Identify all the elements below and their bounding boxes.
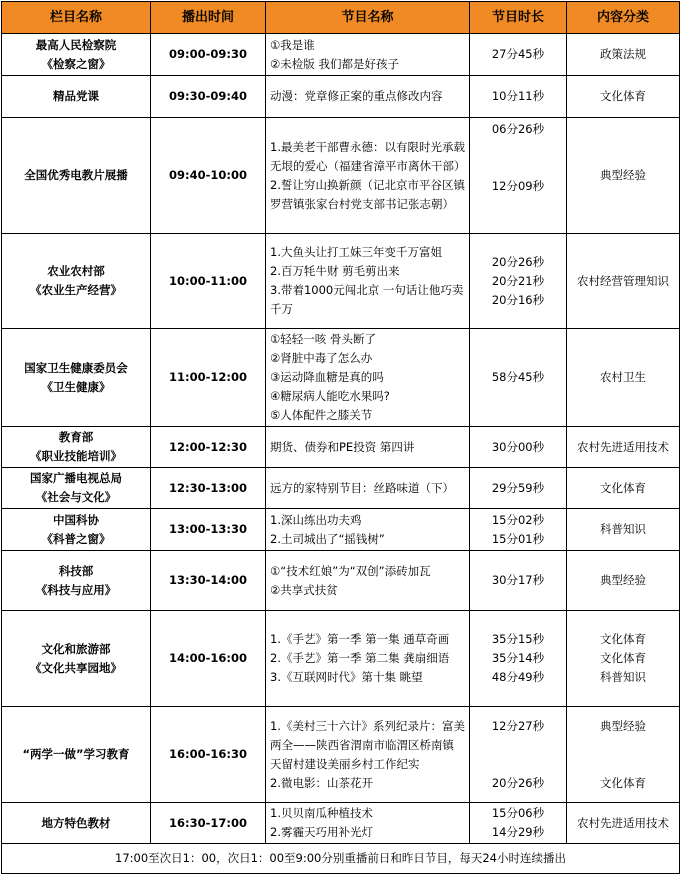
program-line: ③运动降血糖是真的吗 <box>270 370 384 384</box>
duration-value: 30分00秒 <box>491 439 545 454</box>
duration-value: 10分11秒 <box>491 89 545 103</box>
column-name-cell <box>2 803 151 844</box>
footer-row <box>2 844 680 874</box>
category-cell <box>567 329 680 427</box>
air-time-cell: 16:00-16:30 <box>151 707 266 803</box>
category-cell <box>567 803 680 844</box>
category-value: 典型经验 <box>600 168 646 182</box>
table-row <box>2 611 680 707</box>
header-column-name: 栏目名称 <box>2 2 151 34</box>
column-name-cell <box>2 611 151 707</box>
column-name-line: “两学一做”学习教育 <box>22 747 130 761</box>
column-name-line: 《科普之窗》 <box>41 531 111 546</box>
category-value: 典型经验 <box>600 718 646 733</box>
air-time-cell: 14:00-16:00 <box>151 611 266 707</box>
header-row <box>2 2 680 34</box>
duration-cell <box>470 611 567 707</box>
program-cell <box>266 509 470 551</box>
program-line: 2.誓让穷山换新颜（记北京市平谷区镇罗营镇张家台村党支部书记张志朝） <box>270 177 465 211</box>
duration-cell <box>470 118 567 234</box>
column-name-cell <box>2 551 151 611</box>
column-name-line: 精品党课 <box>53 89 99 103</box>
duration-value: 15分01秒 <box>491 531 545 546</box>
program-line: 动漫：党章修正案的重点修改内容 <box>270 89 443 103</box>
duration-value: 35分15秒 <box>491 632 545 646</box>
column-name-cell <box>2 76 151 118</box>
program-cell <box>266 468 470 509</box>
program-line: 2.雾霾天巧用补光灯 <box>270 825 373 839</box>
table-row <box>2 468 680 509</box>
duration-value: 58分45秒 <box>491 370 545 384</box>
column-name-line: 地方特色教材 <box>41 815 111 830</box>
program-cell <box>266 118 470 234</box>
header-category: 内容分类 <box>567 2 680 34</box>
program-line: ⑤人体配件之膝关节 <box>270 408 373 422</box>
duration-value: 29分59秒 <box>491 480 545 495</box>
program-line: ①我是谁 <box>270 37 315 52</box>
duration-cell <box>470 468 567 509</box>
category-value: 农村经营管理知识 <box>577 273 669 288</box>
table-row <box>2 551 680 611</box>
program-line: 期货、债券和PE投资 第四讲 <box>270 439 415 454</box>
spacer <box>571 736 675 755</box>
duration-value: 12分27秒 <box>491 718 545 733</box>
category-value: 政策法规 <box>600 47 646 61</box>
category-value: 农村先进适用技术 <box>577 439 669 454</box>
air-time-cell: 09:40-10:00 <box>151 118 266 234</box>
program-line: 2.《手艺》第一季 第二集 龚扇细语 <box>270 651 450 665</box>
program-cell <box>266 611 470 707</box>
category-value: 科普知识 <box>600 522 646 536</box>
category-cell <box>567 118 680 234</box>
duration-cell <box>470 329 567 427</box>
column-name-line: 国家卫生健康委员会 <box>24 360 128 375</box>
spacer <box>474 755 562 774</box>
table-row <box>2 427 680 468</box>
column-name-line: 《文化共享园地》 <box>30 660 122 675</box>
spacer <box>474 158 562 177</box>
air-time-cell: 12:00-12:30 <box>151 427 266 468</box>
program-line: 2.土司城出了“摇钱树” <box>270 531 385 546</box>
column-name-line: 《卫生健康》 <box>41 379 111 394</box>
duration-value: 15分02秒 <box>491 512 545 527</box>
air-time-cell: 12:30-13:00 <box>151 468 266 509</box>
program-line: 1.大鱼头让打工妹三年变千万富姐 <box>270 245 442 259</box>
column-name-cell <box>2 509 151 551</box>
air-time-cell: 09:30-09:40 <box>151 76 266 118</box>
duration-value: 48分49秒 <box>491 670 545 684</box>
column-name-line: 国家广播电视总局 <box>30 471 122 485</box>
program-line: 1.贝贝南瓜种植技术 <box>270 806 373 820</box>
header-duration: 节目时长 <box>470 2 567 34</box>
duration-value: 20分21秒 <box>491 273 545 288</box>
air-time-cell: 13:00-13:30 <box>151 509 266 551</box>
spacer <box>474 736 562 755</box>
program-line: 2.百万牦牛财 剪毛剪出来 <box>270 264 400 278</box>
program-line: 3.《互联网时代》第十集 眺望 <box>270 670 423 684</box>
column-name-line: 全国优秀电教片展播 <box>24 168 128 182</box>
duration-value: 12分09秒 <box>491 179 545 193</box>
category-cell <box>567 427 680 468</box>
column-name-cell <box>2 34 151 76</box>
duration-value: 14分29秒 <box>491 825 545 839</box>
header-program-name: 节目名称 <box>266 2 470 34</box>
rebroadcast-note: 17:00至次日1：00，次日1：00至9:00分别重播前日和昨日节目，每天24小时连续播出 <box>2 844 680 874</box>
program-line: 3.带着1000元闯北京 一句话让他巧卖千万 <box>270 283 464 316</box>
table-row <box>2 509 680 551</box>
spacer <box>474 139 562 158</box>
duration-value: 35分14秒 <box>491 651 545 665</box>
schedule-table <box>1 1 680 874</box>
duration-cell <box>470 509 567 551</box>
program-line: ①“技术红娘”为“双创”添砖加瓦 <box>270 563 431 578</box>
table-row <box>2 118 680 234</box>
column-name-cell <box>2 468 151 509</box>
program-cell <box>266 551 470 611</box>
category-cell <box>567 551 680 611</box>
spacer <box>571 755 675 774</box>
category-cell <box>567 76 680 118</box>
category-value: 文化体育 <box>600 632 646 646</box>
table-row <box>2 707 680 803</box>
header-air-time: 播出时间 <box>151 2 266 34</box>
program-line: ②肾脏中毒了怎么办 <box>270 351 373 365</box>
category-cell <box>567 611 680 707</box>
duration-value: 20分26秒 <box>491 775 545 790</box>
program-line: ②未检版 我们都是好孩子 <box>270 56 399 71</box>
duration-cell <box>470 707 567 803</box>
duration-value: 15分06秒 <box>491 806 545 820</box>
category-value: 典型经验 <box>600 573 646 587</box>
air-time-cell: 11:00-12:00 <box>151 329 266 427</box>
duration-cell <box>470 427 567 468</box>
column-name-line: 文化和旅游部 <box>41 641 111 656</box>
duration-value: 30分17秒 <box>491 573 545 587</box>
category-value: 文化体育 <box>600 480 646 495</box>
column-name-line: 中国科协 <box>53 512 99 527</box>
category-value: 农村先进适用技术 <box>577 815 669 830</box>
column-name-line: 《检察之窗》 <box>41 56 111 71</box>
air-time-cell: 10:00-11:00 <box>151 234 266 329</box>
column-name-line: 《职业技能培训》 <box>30 449 122 463</box>
program-line: 1.《美村三十六计》系列纪录片：富美两全——陕西省渭南市临渭区桥南镇天留村建设美丽乡村工作纪实 <box>270 718 465 771</box>
duration-cell <box>470 76 567 118</box>
category-cell <box>567 234 680 329</box>
column-name-line: 《农业生产经营》 <box>30 283 122 297</box>
program-cell <box>266 234 470 329</box>
air-time-cell: 13:30-14:00 <box>151 551 266 611</box>
air-time-cell: 09:00-09:30 <box>151 34 266 76</box>
category-cell <box>567 707 680 803</box>
column-name-line: 《科技与应用》 <box>35 582 117 597</box>
program-line: 1.最美老干部曹永德：以有限时光承载无垠的爱心（福建省漳平市离休干部） <box>270 139 466 173</box>
category-value: 农村卫生 <box>600 370 646 384</box>
category-cell <box>567 34 680 76</box>
duration-cell <box>470 34 567 76</box>
category-value: 文化体育 <box>600 89 646 103</box>
duration-value: 20分16秒 <box>491 292 545 307</box>
column-name-line: 最高人民检察院 <box>35 37 117 52</box>
column-name-cell <box>2 234 151 329</box>
column-name-line: 农业农村部 <box>47 264 105 278</box>
program-line: 1.《手艺》第一季 第一集 通草奇画 <box>270 632 450 646</box>
column-name-cell <box>2 427 151 468</box>
table-row <box>2 803 680 844</box>
program-line: ②共享式扶贫 <box>270 582 338 597</box>
table-row <box>2 76 680 118</box>
program-cell <box>266 76 470 118</box>
table-row <box>2 234 680 329</box>
program-cell <box>266 427 470 468</box>
program-cell <box>266 707 470 803</box>
program-line: ④糖尿病人能吃水果吗? <box>270 389 390 403</box>
program-line: 1.深山练出功夫鸡 <box>270 512 362 527</box>
duration-cell <box>470 234 567 329</box>
duration-value: 20分26秒 <box>491 254 545 269</box>
category-value: 科普知识 <box>600 670 646 684</box>
duration-value: 27分45秒 <box>491 47 545 61</box>
program-cell <box>266 329 470 427</box>
table-row <box>2 34 680 76</box>
program-cell <box>266 803 470 844</box>
category-value: 文化体育 <box>600 775 646 790</box>
duration-cell <box>470 551 567 611</box>
duration-cell <box>470 803 567 844</box>
category-cell <box>567 468 680 509</box>
program-line: 2.微电影：山茶花开 <box>270 775 373 790</box>
column-name-cell <box>2 329 151 427</box>
table-row <box>2 329 680 427</box>
duration-value: 06分26秒 <box>491 122 545 136</box>
column-name-cell <box>2 118 151 234</box>
column-name-line: 教育部 <box>58 430 94 444</box>
column-name-line: 《社会与文化》 <box>35 490 117 504</box>
category-cell <box>567 509 680 551</box>
air-time-cell: 16:30-17:00 <box>151 803 266 844</box>
column-name-line: 科技部 <box>58 563 94 578</box>
program-line: ①轻轻一咳 骨头断了 <box>270 332 376 346</box>
column-name-cell <box>2 707 151 803</box>
program-cell <box>266 34 470 76</box>
category-value: 文化体育 <box>600 651 646 665</box>
program-line: 远方的家特别节目：丝路味道（下） <box>270 480 454 495</box>
